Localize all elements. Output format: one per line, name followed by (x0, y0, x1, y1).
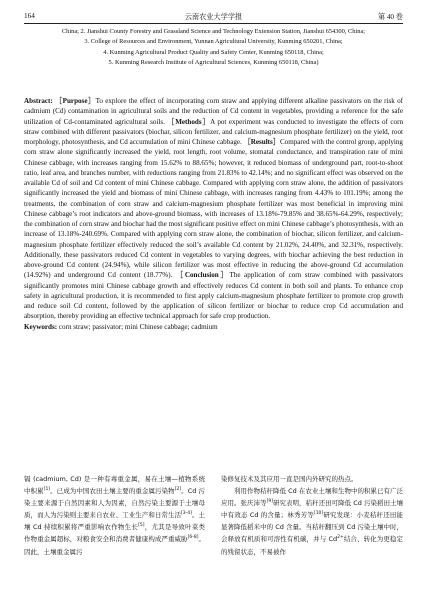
body-text: 。已成为中国农田土壤主要的重金属污染物 (50, 487, 175, 496)
body-column-left (24, 473, 205, 558)
affiliation-line: 5. Kunming Research Institute of Agricultural Sciences, Kunming 650118, China) (108, 58, 319, 66)
citation: [9] (266, 499, 273, 505)
citation: [1] (43, 486, 51, 492)
body-text: 研究表明，秸秆还田可降低 Cd 污染稻田土壤中有效态 Cd 的含量；林秀芳等 (221, 499, 404, 520)
body-text: 。Cd 污染主要来源于自然因素和人为因素，自然污染主要源于土壤母质，而人为污染则主要来自农业、工业生产和日常生活 (24, 487, 206, 520)
conclusion-text: The application of corn straw combined with passivators significantly promotes mini Chinese cabbage growth and effectively reduces Cd content in both soil and plants. To enhance crop safety in agricultural production, it is recommended to first apply calcium-magnesium phosphate fertilizer to promote crop growth and reduce soil Cd content, followed by the application of silicon fertilizer or biochar to reduce crop Cd accumulation and absorption, thereby providing an effective technical approach for safe crop production. (24, 271, 403, 321)
superscript-charge: 2+ (337, 535, 344, 541)
body-paragraph (221, 473, 403, 485)
abstract-label: Abstract: (24, 97, 53, 105)
volume-label: 第 40 卷 (377, 13, 403, 21)
journal-title: 云南农业大学学报 (184, 13, 243, 21)
conclusion-tag: ［Conclusion］ (175, 271, 230, 280)
citation: [10] (313, 511, 324, 517)
purpose-text: To explore the effect of incorporating corn straw and applying different alkaline passivators on the risk of cadmium (Cd) contamination in agricultural soils and the reduction of Cd content in vegetables, providing a reference for the safe utilization of Cd-contaminated agricultural soils. (24, 97, 403, 126)
purpose-tag: ［Purpose］ (55, 97, 96, 105)
affiliation-line: 3. College of Resources and Environment, Yunnan Agricultural University, Kunming 650201, China; (84, 38, 343, 46)
affiliation-line: China; 2. Jianshui County Forestry and Grassland Science and Technology Extension Station, Jianshui 654300, China; (61, 28, 366, 35)
body-text: 结合、转化为更稳定的残留状态，不易被作 (221, 535, 404, 556)
results-text: Compared with the control group, applying corn straw alone significantly increased the yield, root length, root volume, stomatal conductance, and transpiration rate of mini Chinese cabbage, with increases ranging from 15.62% to 88.65%; however, it reduced biomass of underground part, root-to-shoot ratio, leaf area, and branches number, with reductions ranging from 21.83% to 42.14%; and no significant effect was observed on the available Cd of soil and Cd content of mini Chinese cabbage. Compared with applying corn straw alone, the addition of passivators significantly increased the yield and biomass of mini Chinese cabbage, with increases ranging from 4.43% to 101.19%; among the treatments, the combination of corn straw and calcium-magnesium phosphate fertilizer was most beneficial in improving mini Chinese cabbage’s root indicators and above-ground biomass, with increases of 13.18%-79.85% and 38.65%-64.29%, respectively; the combination of corn straw and biochar had the most significant positive effect on mini Chinese cabbage’s photosynthesis, with an increase of 13.18%-240.69%. Compared with applying corn straw alone, the combination of biochar, silicon fertilizer, and calcium-magnesium phosphate fertilizer effectively reduced the soil’s available Cd content by 21.02%, 24.40%, and 32.31%, respectively. Additionally, these passivators reduced Cd content in vegetables to varying degrees, with biochar achieving the best reduction in above-ground Cd content (24.94%), while silicon fertilizer was most effective in reducing the above-ground Cd accumulation (14.92%) and underground Cd content (18.77%). (24, 138, 403, 280)
body-text: ，尤其是导致叶菜类作物重金属超标，对粮食安全和消费者健康构成严重威胁 (24, 523, 206, 544)
abstract-body (24, 96, 403, 322)
abstract (24, 96, 403, 332)
keywords (24, 322, 403, 332)
results-tag: ［Results］ (243, 138, 280, 146)
body-text: 。因此，土壤重金属污 (24, 535, 206, 556)
citation: [2] (174, 486, 182, 492)
keywords-text: corn straw; passivator; mini Chinese cabbage; cadmium (58, 322, 218, 331)
citation: [5] (138, 523, 145, 529)
page-number: 164 (24, 12, 35, 20)
citation: [3-4] (181, 511, 192, 517)
body-text: 染修复技术及其应用一直是国内外研究的热点。 (221, 475, 358, 483)
affiliation-line: 4. Kunming Agricultural Product Quality and Safety Center, Kunming 650118, China; (103, 48, 324, 56)
methods-text: A pot experiment was conducted to investigate the effects of corn straw combined with different passivators (biochar, silicon fertilizer, and calcium-magnesium phosphate fertilizer) on the yield, root morphology, photosynthesis, and Cd accumulation of mini Chinese cabbage. (24, 117, 403, 146)
body-text: 研究发现：小麦秸秆还田能显著降低稻米中的 Cd 含量。当秸秆翻压到 Cd 污染土壤中时，会释放有机质和可溶性有机碳，并与 Cd (221, 511, 404, 544)
methods-tag: ［Methods］ (167, 117, 211, 126)
body-column-right (221, 473, 403, 558)
body-text: 利用作物秸秆降低 Cd 在农业土壤和生物中的积累已有广泛应用。张庆沛等 (221, 487, 403, 508)
body-paragraph (221, 485, 403, 558)
body-text: 镉 (cadmium, Cd) 是一种有毒重金属，易在土壤—植物系统中积累 (24, 475, 205, 496)
body-paragraph (24, 473, 205, 558)
citation: [6-8] (187, 535, 199, 541)
body-text: 。土壤 Cd 持续积累将严重影响农作物生长 (24, 511, 206, 532)
keywords-label: Keywords: (24, 322, 58, 331)
header-rule (24, 23, 403, 24)
affiliations (24, 27, 403, 68)
